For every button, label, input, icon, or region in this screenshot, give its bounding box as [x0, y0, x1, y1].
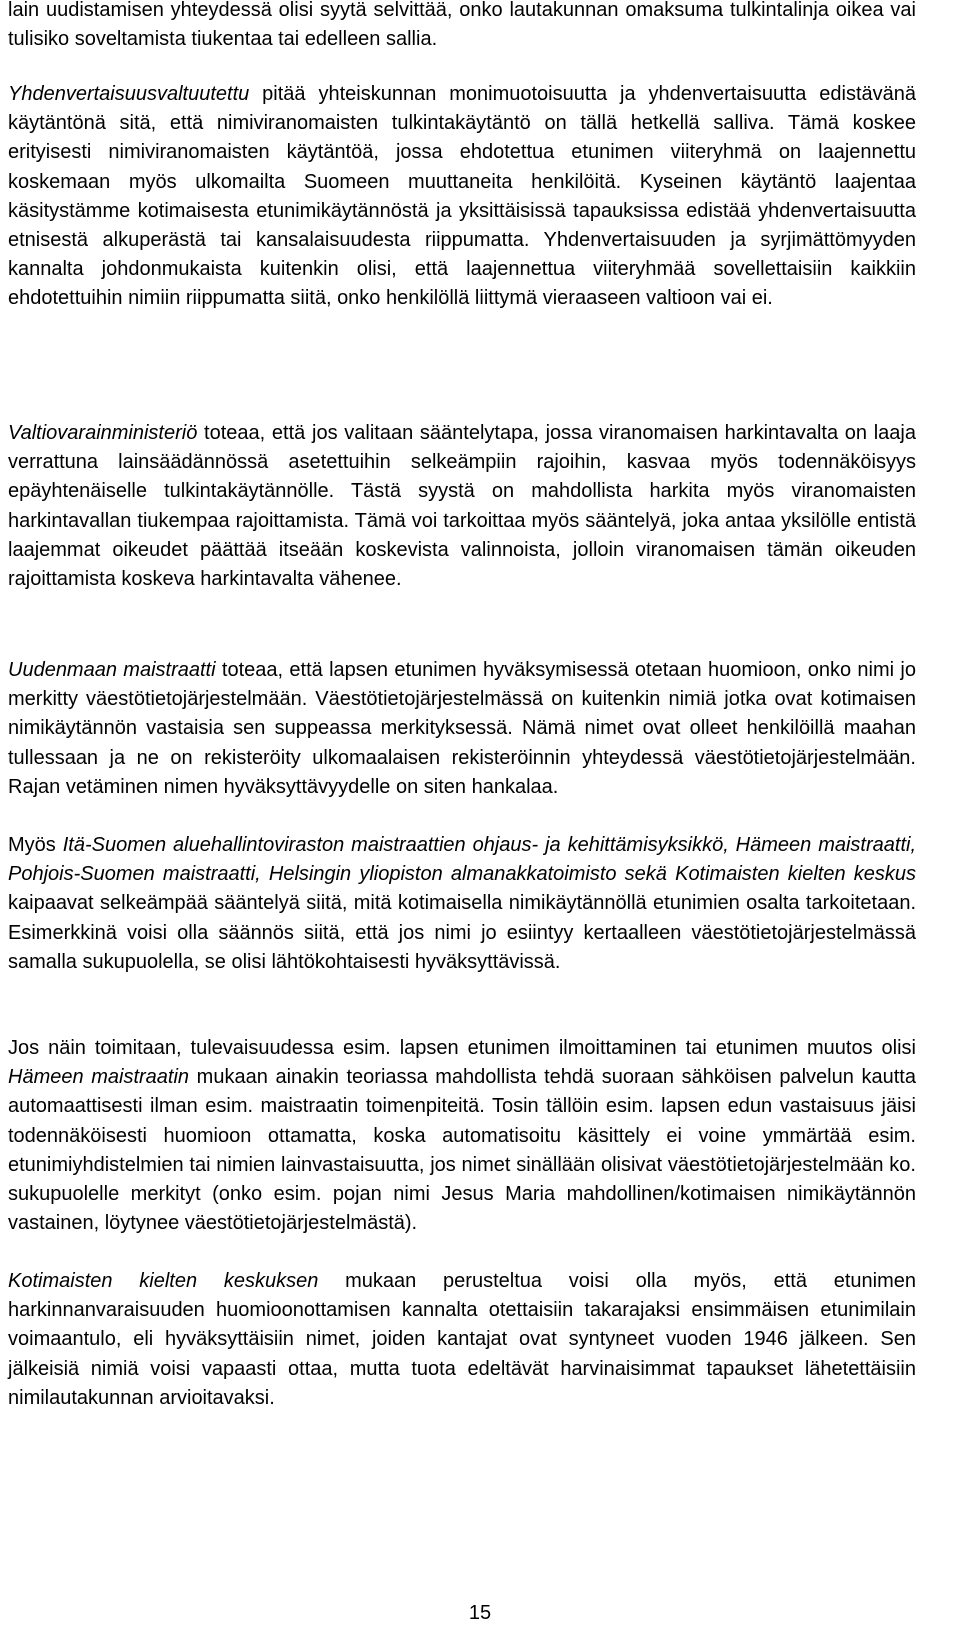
paragraph-text: kaipaavat selkeämpää sääntelyä siitä, mitä kotimaisella nimikäytännöllä etunimien osalta tarkoitetaan. Esimerkkinä voisi olla säännös siitä, että jos nimi jo esiintyy kertaalleen väestötietojärjestelmässä samalla sukupuolella, se olisi lähtökohtaisesti hyväksyttävissä.: [8, 892, 916, 973]
paragraph-1: [8, 0, 916, 54]
paragraph-pre-text: Jos näin toimitaan, tulevaisuudessa esim. lapsen etunimen ilmoittaminen tai etunimen muutos olisi: [8, 1037, 916, 1059]
paragraph-6: [8, 1034, 916, 1238]
paragraph-lead-italic: Valtiovarainministeriö: [8, 422, 198, 444]
paragraph-text: pitää yhteiskunnan monimuotoisuutta ja yhdenvertaisuutta edistävänä käytäntönä sitä, että nimiviranomaisten tulkintakäytäntö on tällä hetkellä salliva. Tämä koskee erityisesti nimiviranomaisten käytäntöä, jossa ehdotettua etunimen viiteryhmä on laajennettu koskemaan myös ulkomailta Suomeen muuttaneita henkilöitä. Kyseinen käytäntö laajentaa käsitystämme kotimaisesta etunimikäytännöstä ja yksittäisissä tapauksissa edistää yhdenvertaisuutta etnisestä alkuperästä tai kansalaisuudesta riippumatta. Yhdenvertaisuuden ja syrjimättömyyden kannalta johdonmukaista kuitenkin olisi, että laajennettua viiteryhmää sovellettaisiin kaikkiin ehdotettuihin nimiin riippumatta siitä, onko henkilöllä liittymä vieraaseen valtioon vai ei.: [8, 83, 916, 310]
paragraph-4: [8, 656, 916, 802]
paragraph-lead-italic: Hämeen maistraatin: [8, 1066, 190, 1089]
paragraph-text: lain uudistamisen yhteydessä olisi syytä selvittää, onko lautakunnan omaksuma tulkintalinja oikea vai tulisiko soveltamista tiukentaa tai edelleen sallia.: [8, 0, 916, 51]
paragraph-pre-text: Myös: [8, 834, 63, 856]
paragraph-2: [8, 80, 916, 314]
paragraph-lead-italic: Itä-Suomen aluehallintoviraston maistraattien ohjaus- ja kehittämisyksikkö, Hämeen maistraatti, Pohjois-Suomen maistraatti, Helsingin yliopiston almanakkatoimisto sekä Kotimaisten kielten keskus: [8, 834, 916, 886]
paragraph-text: mukaan perusteltua voisi olla myös, että etunimen harkinnanvaraisuuden huomioonottamisen kannalta otettaisiin takarajaksi ensimmäisen etunimilain voimaantulo, eli hyväksyttäisiin nimet, joiden kantajat ovat syntyneet vuoden 1946 jälkeen. Sen jälkeisiä nimiä voisi vapaasti ottaa, mutta tuota edeltävät harvinaisimmat tapaukset lähetettäisiin nimilautakunnan arvioitavaksi.: [8, 1270, 916, 1409]
paragraph-7: [8, 1267, 916, 1413]
paragraph-text: toteaa, että jos valitaan sääntelytapa, jossa viranomaisen harkintavalta on laaja verrattuna lainsäädännössä asetettuihin selkeämpiin rajoihin, kasvaa myös todennäköisyys epäyhtenäiselle tulkintakäytännölle. Tästä syystä on mahdollista harkita myös viranomaisten harkintavallan tiukempaa rajoittamista. Tämä voi tarkoittaa myös sääntelyä, joka antaa yksilölle entistä laajemmat oikeudet päättää itseään koskevista valinnoista, jolloin viranomaisen tämän oikeuden rajoittamista koskeva harkintavalta vähenee.: [8, 422, 916, 591]
paragraph-5: [8, 831, 916, 977]
paragraph-3: [8, 419, 916, 594]
page-number: 15: [468, 1602, 492, 1624]
paragraph-lead-italic: Yhdenvertaisuusvaltuutettu: [8, 83, 250, 105]
paragraph-lead-italic: Uudenmaan maistraatti: [8, 659, 216, 681]
paragraph-text: mukaan ainakin teoriassa mahdollista tehdä suoraan sähköisen palvelun kautta automaattisesti ilman esim. maistraatin toimenpiteitä. Tosin tällöin esim. lapsen edun vastaisuus jäisi todennäköisesti huomioon ottamatta, koska automatisoitu käsittely ei voine ymmärtää esim. etunimiyhdistelmien tai nimien lainvastaisuutta, jos nimet sinällään olisivat väestötietojärjestelmään ko. sukupuolelle merkityt (onko esim. pojan nimi Jesus Maria mahdollinen/kotimaisen nimikäytännön vastainen, löytynee väestötietojärjestelmästä).: [8, 1066, 916, 1235]
paragraph-lead-italic: Kotimaisten kielten keskuksen: [8, 1270, 319, 1292]
paragraph-text: toteaa, että lapsen etunimen hyväksymisessä otetaan huomioon, onko nimi jo merkitty väestötietojärjestelmään. Väestötietojärjestelmässä on kuitenkin nimiä jotka ovat kotimaisen nimikäytännön vastaisia sen suppeassa merkityksessä. Nämä nimet ovat olleet henkilöillä maahan tullessaan ja ne on rekisteröity ulkomaalaisen rekisteröinnin yhteydessä väestötietojärjestelmään. Rajan vetäminen nimen hyväksyttävyydelle on siten hankalaa.: [8, 659, 916, 798]
